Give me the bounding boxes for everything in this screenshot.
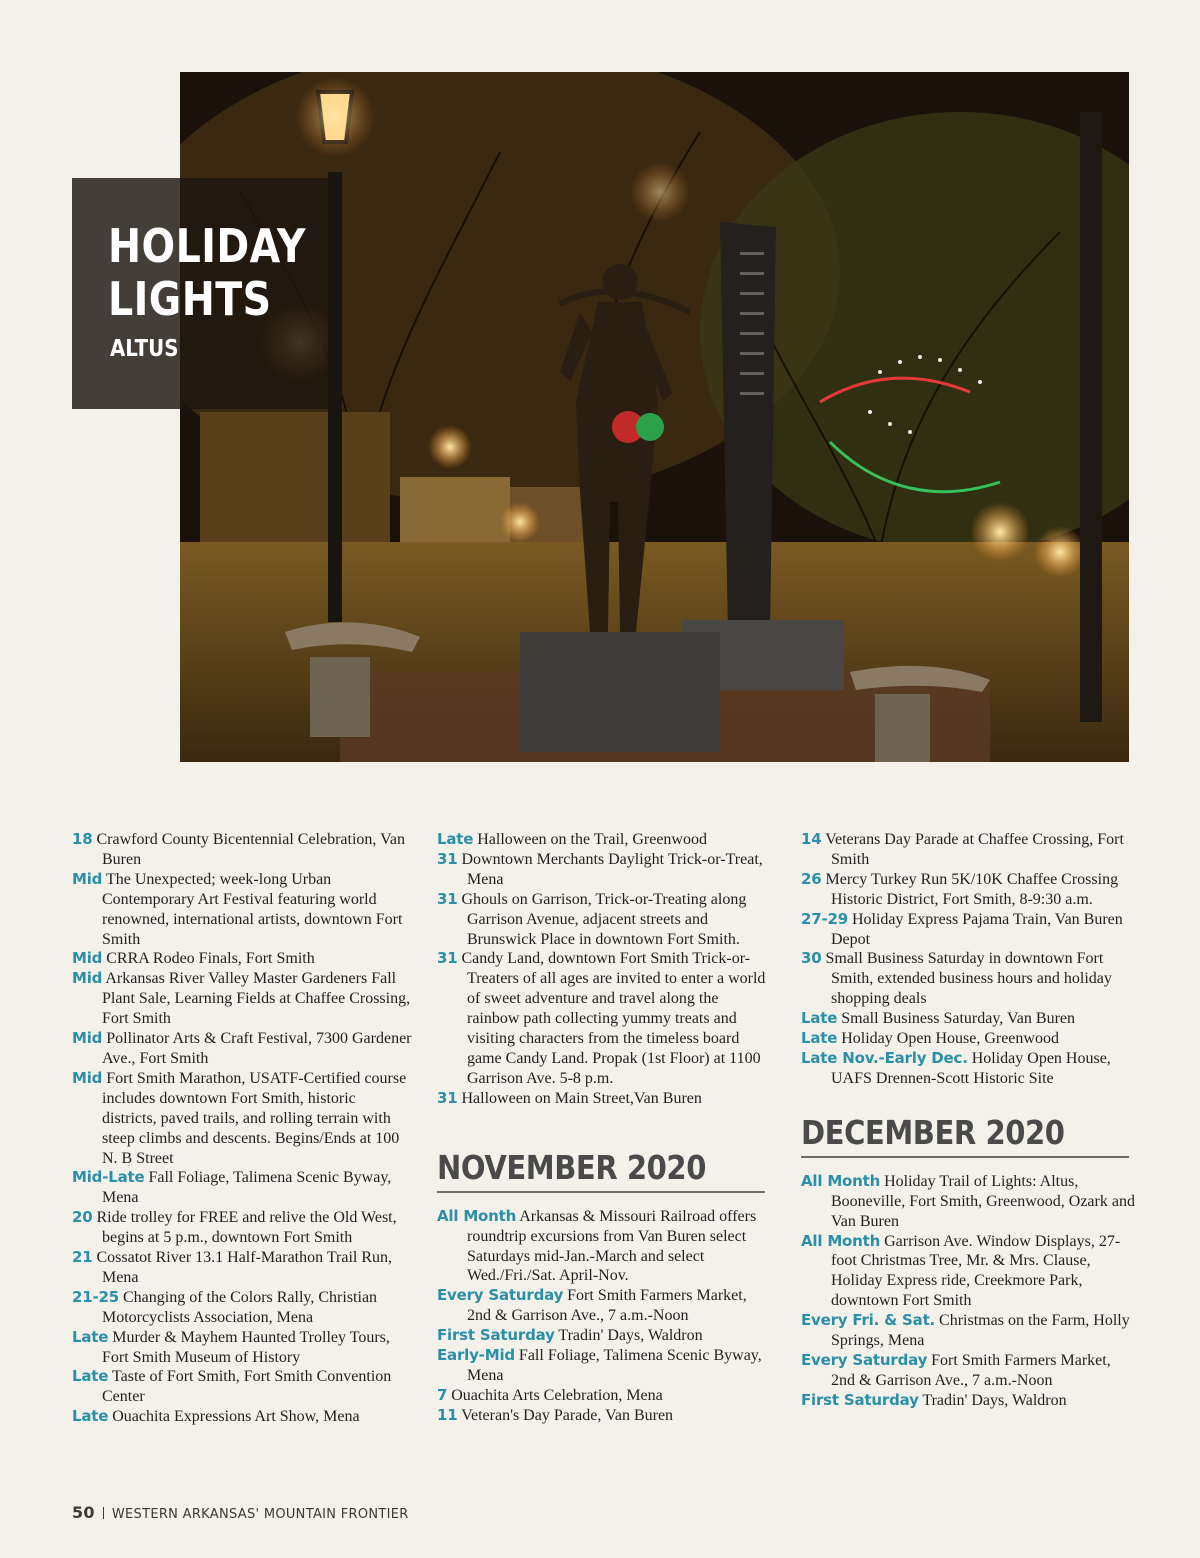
event-date: Late Nov.-Early Dec. <box>801 1048 968 1067</box>
event-item <box>801 1172 1136 1232</box>
event-text: Taste of Fort Smith, Fort Smith Convention Center <box>102 1368 392 1406</box>
november-heading: NOVEMBER 2020 <box>437 1147 706 1187</box>
event-date: 21 <box>72 1248 93 1267</box>
event-text: Candy Land, downtown Fort Smith Trick-or-Treaters of all ages are invited to enter a world of sweet adventure and travel along the rainbow path collecting yummy treats and visiting characters from the timeless board game Candy Land. Propak (1st Floor) at 1100 Garrison Ave. 5-8 p.m. <box>461 950 766 1087</box>
event-item <box>437 1089 772 1109</box>
december-divider <box>801 1156 1129 1158</box>
event-text: Mercy Turkey Run 5K/10K Chaffee Crossing Historic District, Fort Smith, 8-9:30 a.m. <box>825 870 1119 908</box>
event-date: Every Saturday <box>437 1286 564 1305</box>
event-item <box>72 1248 412 1288</box>
event-date: Mid <box>72 1029 103 1048</box>
event-date: First Saturday <box>801 1390 919 1409</box>
event-date: Mid <box>72 969 103 988</box>
november-divider <box>437 1191 765 1193</box>
event-text: Small Business Saturday in downtown Fort Smith, extended business hours and holiday shopping deals <box>825 950 1112 1008</box>
event-text: Ghouls on Garrison, Trick-or-Treating along Garrison Avenue, adjacent streets and Brunswick Place in downtown Fort Smith. <box>461 890 747 948</box>
event-item <box>801 1009 1136 1029</box>
hero-title-box <box>72 178 332 409</box>
event-item <box>801 949 1136 1009</box>
event-date: 11 <box>437 1405 458 1424</box>
events-column-3 <box>801 830 1136 1411</box>
event-item <box>801 830 1136 870</box>
event-item <box>72 1069 412 1169</box>
event-item <box>437 890 772 950</box>
event-date: All Month <box>437 1206 517 1225</box>
event-text: Fort Smith Farmers Market, 2nd & Garrison Ave., 7 a.m.-Noon <box>831 1351 1111 1389</box>
event-item <box>437 1326 772 1346</box>
event-text: Murder & Mayhem Haunted Trolley Tours, Fort Smith Museum of History <box>102 1328 390 1366</box>
event-text: Fort Smith Farmers Market, 2nd & Garrison Ave., 7 a.m.-Noon <box>467 1287 747 1325</box>
event-text: Arkansas & Missouri Railroad offers roundtrip excursions from Van Buren select Saturdays mid-Jan.-March and select Wed./Fri./Sat. April-Nov. <box>467 1207 757 1285</box>
event-date: 7 <box>437 1385 448 1404</box>
event-text: Changing of the Colors Rally, Christian Motorcyclists Association, Mena <box>102 1288 378 1326</box>
event-list-october <box>72 830 412 1427</box>
event-date: Every Fri. & Sat. <box>801 1311 936 1330</box>
event-date: Mid <box>72 1068 103 1087</box>
event-text: Halloween on the Trail, Greenwood <box>477 831 707 848</box>
event-list-november <box>437 1207 772 1426</box>
event-date: 20 <box>72 1208 93 1227</box>
event-item <box>72 1168 412 1208</box>
event-date: Mid <box>72 949 103 968</box>
events-column-2 <box>437 830 772 1426</box>
night-park-illustration <box>180 72 1129 762</box>
event-item <box>801 910 1136 950</box>
event-date: Late <box>72 1367 109 1386</box>
page-footer <box>72 1503 409 1522</box>
event-item <box>437 1286 772 1326</box>
event-item <box>437 1386 772 1406</box>
event-text: Fall Foliage, Talimena Scenic Byway, Mena <box>467 1347 762 1384</box>
event-item <box>801 1049 1136 1089</box>
event-item <box>801 1351 1136 1391</box>
hero-subtitle: ALTUS <box>110 336 179 362</box>
event-text: Tradin' Days, Waldron <box>558 1327 703 1345</box>
event-item <box>72 830 412 870</box>
event-date: All Month <box>801 1171 881 1190</box>
event-date: Every Saturday <box>801 1350 928 1369</box>
event-text: Ride trolley for FREE and relive the Old West, begins at 5 p.m., downtown Fort Smith <box>96 1209 397 1247</box>
event-item <box>72 1407 412 1427</box>
event-item <box>801 1029 1136 1049</box>
event-date: Late <box>801 1029 838 1048</box>
events-column-1 <box>72 830 412 1427</box>
event-date: Late <box>72 1327 109 1346</box>
event-item <box>437 830 772 850</box>
event-date: Late <box>437 830 474 848</box>
event-item <box>801 870 1136 910</box>
event-text: Fort Smith Marathon, USATF-Certified course includes downtown Fort Smith, historic districts, paved trails, and rolling terrain with steep climbs and descents. Begins/Ends at 100 N. B Street <box>102 1069 407 1167</box>
event-text: Holiday Open House, Greenwood <box>841 1030 1059 1048</box>
page-number: 50 <box>72 1503 95 1522</box>
event-date: 31 <box>437 1088 458 1107</box>
event-text: Cossatot River 13.1 Half-Marathon Trail Run, Mena <box>96 1249 393 1286</box>
event-text: Crawford County Bicentennial Celebration, Van Buren <box>96 831 406 868</box>
event-item <box>437 1346 772 1386</box>
event-list-november-end <box>801 830 1136 1089</box>
event-item <box>801 1232 1136 1312</box>
event-text: Veteran's Day Parade, Van Buren <box>461 1406 674 1424</box>
event-date: 14 <box>801 830 822 848</box>
event-text: Christmas on the Farm, Holly Springs, Mena <box>831 1312 1130 1350</box>
event-list-october-end <box>437 830 772 1109</box>
event-item <box>801 1311 1136 1351</box>
event-text: Fall Foliage, Talimena Scenic Byway, Mena <box>102 1169 392 1207</box>
event-item <box>72 1328 412 1368</box>
december-heading: DECEMBER 2020 <box>801 1112 1065 1152</box>
event-item <box>72 1208 412 1248</box>
hero-title-line1: HOLIDAY <box>108 219 307 273</box>
event-item <box>801 1391 1136 1411</box>
event-date: 27-29 <box>801 909 848 928</box>
event-item <box>72 1029 412 1069</box>
event-text: Tradin' Days, Waldron <box>922 1391 1067 1409</box>
event-text: Holiday Open House, UAFS Drennen-Scott Historic Site <box>831 1049 1111 1087</box>
event-date: Early-Mid <box>437 1346 515 1365</box>
event-item <box>72 949 412 969</box>
publication-name: WESTERN ARKANSAS' MOUNTAIN FRONTIER <box>111 1507 409 1522</box>
event-text: Arkansas River Valley Master Gardeners Fall Plant Sale, Learning Fields at Chaffee Crossing, Fort Smith <box>102 970 411 1028</box>
event-date: 18 <box>72 830 93 848</box>
event-text: Garrison Ave. Window Displays, 27-foot Christmas Tree, Mr. & Mrs. Clause, Holiday Express ride, Creekmore Park, downtown Fort Smith <box>831 1232 1121 1310</box>
event-date: Mid <box>72 869 103 888</box>
event-text: Veterans Day Parade at Chaffee Crossing, Fort Smith <box>825 831 1124 868</box>
event-text: Holiday Trail of Lights: Altus, Booneville, Fort Smith, Greenwood, Ozark and Van Buren <box>831 1172 1135 1230</box>
event-date: 30 <box>801 949 822 968</box>
event-date: First Saturday <box>437 1326 555 1345</box>
event-text: The Unexpected; week-long Urban Contemporary Art Festival featuring world renowned, international artists, downtown Fort Smith <box>102 870 403 948</box>
event-text: Holiday Express Pajama Train, Van Buren Depot <box>831 910 1123 948</box>
event-text: Small Business Saturday, Van Buren <box>841 1010 1075 1028</box>
event-date: Late <box>801 1009 838 1028</box>
event-text: Ouachita Expressions Art Show, Mena <box>112 1408 360 1426</box>
footer-separator <box>103 1507 104 1519</box>
event-list-december <box>801 1172 1136 1411</box>
event-item <box>72 1367 412 1407</box>
event-date: 26 <box>801 869 822 888</box>
hero-title <box>108 219 307 326</box>
event-item <box>437 949 772 1088</box>
event-item <box>72 969 412 1029</box>
event-text: Ouachita Arts Celebration, Mena <box>451 1386 663 1404</box>
event-text: Pollinator Arts & Craft Festival, 7300 Gardener Ave., Fort Smith <box>102 1030 412 1067</box>
event-date: Mid-Late <box>72 1168 145 1187</box>
hero-title-line2: LIGHTS <box>108 272 272 326</box>
event-date: 31 <box>437 849 458 868</box>
event-text: CRRA Rodeo Finals, Fort Smith <box>106 950 315 968</box>
event-text: Downtown Merchants Daylight Trick-or-Treat, Mena <box>461 850 763 888</box>
event-item <box>437 1406 772 1426</box>
event-date: Late <box>72 1407 109 1426</box>
event-date: All Month <box>801 1231 881 1250</box>
event-item <box>437 850 772 890</box>
event-item <box>437 1207 772 1287</box>
event-text: Halloween on Main Street,Van Buren <box>461 1089 702 1107</box>
hero-photo <box>180 72 1129 762</box>
event-date: 31 <box>437 889 458 908</box>
event-item <box>72 870 412 950</box>
event-date: 31 <box>437 949 458 968</box>
event-date: 21-25 <box>72 1287 119 1306</box>
event-item <box>72 1288 412 1328</box>
